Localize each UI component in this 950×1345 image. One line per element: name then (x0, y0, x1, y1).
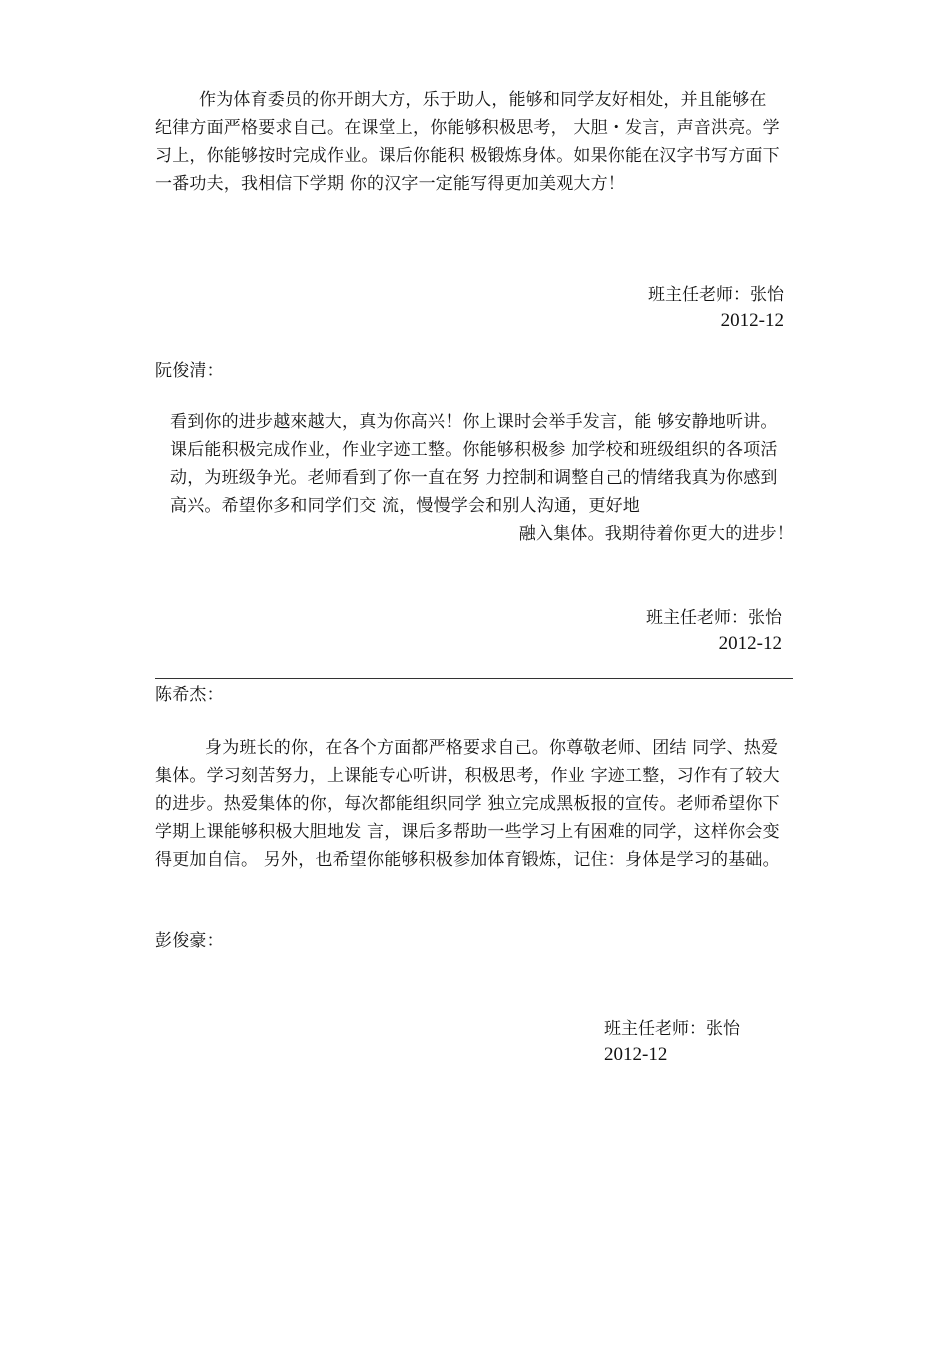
comment-paragraph-2: 看到你的进步越來越大，真为你高兴！你上课时会举手发言，能 够安静地听讲。课后能积极完成作业，作业字迹工整。你能够积极参 加学校和班级组织的各项活动，为班级争光。老师看到了你一直在努 力控制和调整自己的情绪我真为你感到高兴。希望你多和同学们交 流，慢慢学会和别人沟通，更好地 (170, 412, 778, 516)
teacher-signature: 班主任老师：张怡 (648, 285, 784, 305)
signature-block-3 (604, 1016, 804, 1068)
comment-paragraph-1: 作为体育委员的你开朗大方，乐于助人，能够和同学友好相处，并且能够在纪律方面严格要求自己。在课堂上，你能够积极思考， 大胆・发言，声音洪亮。学习上，你能够按时完成作业。课后你能积 极锻炼身体。如果你能在汉字书写方面下一番功夫，我相信下学期 你的汉字一定能写得更加美观大方！ (155, 90, 780, 194)
signature-date: 2012-12 (718, 633, 782, 654)
comment-paragraph-3: 身为班长的你，在各个方面都严格要求自己。你尊敬老师、团结 同学、热爱集体。学习刻苦努力，上课能专心听讲，积极思考，作业 字迹工整，习作有了较大的进步。热爱集体的你，每次都能组织同学 独立完成黑板报的宣传。老师希望你下学期上课能够积极大胆地发 言，课后多帮助一些学习上有困难的同学，这样你会变得更加自信。 另外，也希望你能够积极参加体育锻炼，记住：身体是学习的基础。 (155, 738, 780, 870)
student-name-1: 阮俊清： (155, 361, 224, 381)
signature-block-2 (560, 605, 782, 657)
teacher-signature: 班主任老师：张怡 (646, 608, 782, 628)
student-name-2: 陈希杰： (155, 685, 224, 705)
signature-date: 2012-12 (720, 310, 784, 331)
comment-paragraph-2-last-line: 融入集体。我期待着你更大的进步！ (518, 524, 794, 544)
signature-block-1 (560, 282, 784, 334)
teacher-signature: 班主任老师：张怡 (604, 1019, 740, 1039)
student-name-3: 彭俊豪： (155, 931, 224, 951)
signature-date: 2012-12 (604, 1044, 668, 1065)
divider-line (155, 678, 793, 679)
